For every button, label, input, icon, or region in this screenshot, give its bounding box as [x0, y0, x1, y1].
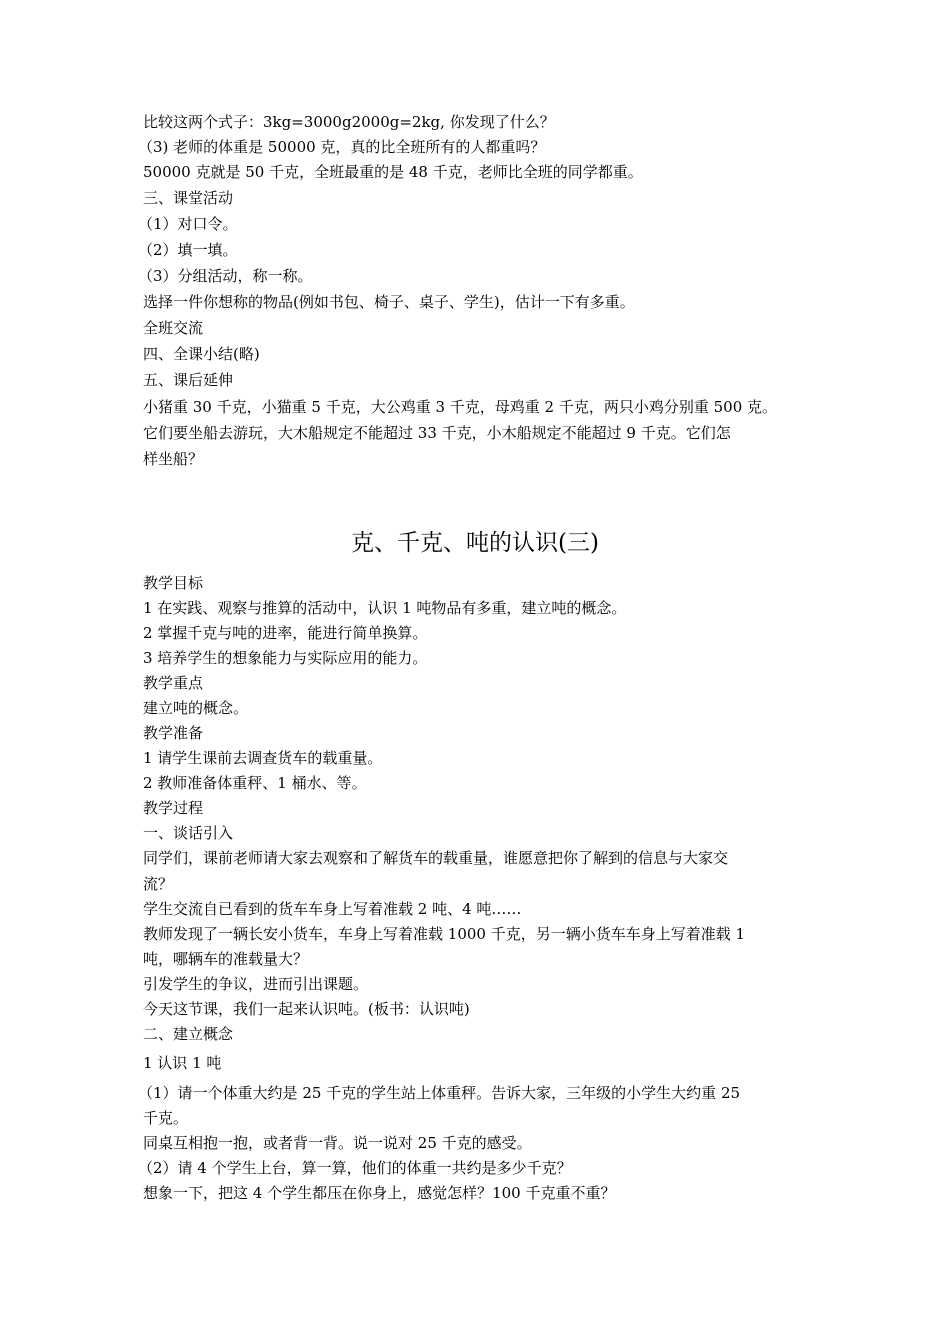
text-line: 全班交流 [143, 319, 204, 337]
text-line: 同桌互相抱一抱，或者背一背。说一说对 25 千克的感受。 [143, 1134, 532, 1152]
text-line: 3 培养学生的想象能力与实际应用的能力。 [143, 649, 428, 667]
section-heading: 教学准备 [143, 724, 204, 742]
section-heading: 三、课堂活动 [143, 189, 234, 207]
section-heading: 五、课后延伸 [143, 371, 234, 389]
text-line: 比较这两个式子：3kg=3000g2000g=2kg, 你发现了什么？ [143, 113, 555, 131]
text-line: （3) 老师的体重是 50000 克，真的比全班所有的人都重吗？ [138, 138, 546, 156]
text-line: 建立吨的概念。 [143, 699, 249, 717]
text-line: （1）对口令。 [138, 215, 238, 233]
section-heading: 二、建立概念 [143, 1025, 234, 1043]
text-line: 吨，哪辆车的准载量大？ [143, 950, 309, 968]
section-heading: 教学目标 [143, 574, 204, 592]
text-line: （2）填一填。 [138, 241, 238, 259]
text-line: 引发学生的争议，进而引出课题。 [143, 975, 369, 993]
section-heading: 教学过程 [143, 799, 204, 817]
text-line: 1 认识 1 吨 [143, 1054, 222, 1072]
text-line: 样坐船？ [143, 450, 204, 468]
text-line: （2）请 4 个学生上台，算一算，他们的体重一共约是多少千克？ [138, 1159, 572, 1177]
section-heading: 四、全课小结(略) [143, 345, 260, 363]
text-line: 2 掌握千克与吨的进率，能进行简单换算。 [143, 624, 428, 642]
text-line: 1 在实践、观察与推算的活动中，认识 1 吨物品有多重，建立吨的概念。 [143, 599, 627, 617]
text-line: 它们要坐船去游玩，大木船规定不能超过 33 千克，小木船规定不能超过 9 千克。它们怎 [143, 424, 731, 442]
text-line: 学生交流自已看到的货车车身上写着准载 2 吨、4 吨…… [143, 900, 522, 918]
section-heading: 一、谈话引入 [143, 824, 234, 842]
text-line: （1）请一个体重大约是 25 千克的学生站上体重秤。告诉大家，三年级的小学生大约重 25 [138, 1084, 741, 1102]
text-line: 千克。 [143, 1109, 189, 1127]
text-line: 小猪重 30 千克，小猫重 5 千克，大公鸡重 3 千克，母鸡重 2 千克，两只小鸡分别重 500 克。 [143, 398, 778, 416]
text-line: 50000 克就是 50 千克，全班最重的是 48 千克，老师比全班的同学都重。 [143, 163, 643, 181]
text-line: 教师发现了一辆长安小货车，车身上写着准载 1000 千克，另一辆小货车车身上写着准载 1 [143, 925, 746, 943]
text-line: 选择一件你想称的物品(例如书包、椅子、桌子、学生)，估计一下有多重。 [143, 293, 635, 311]
text-line: 今天这节课，我们一起来认识吨。(板书：认识吨) [143, 1000, 470, 1018]
text-line: 同学们，课前老师请大家去观察和了解货车的载重量，谁愿意把你了解到的信息与大家交 [143, 849, 729, 867]
text-line: 流？ [143, 875, 174, 893]
text-line: 2 教师准备体重秤、1 桶水、等。 [143, 774, 367, 792]
text-line: 想象一下，把这 4 个学生都压在你身上，感觉怎样？100 千克重不重？ [143, 1184, 616, 1202]
page-title: 克、千克、吨的认识(三) [351, 530, 599, 556]
text-line: （3）分组活动，称一称。 [138, 267, 313, 285]
text-line: 1 请学生课前去调查货车的载重量。 [143, 749, 383, 767]
section-heading: 教学重点 [143, 674, 204, 692]
